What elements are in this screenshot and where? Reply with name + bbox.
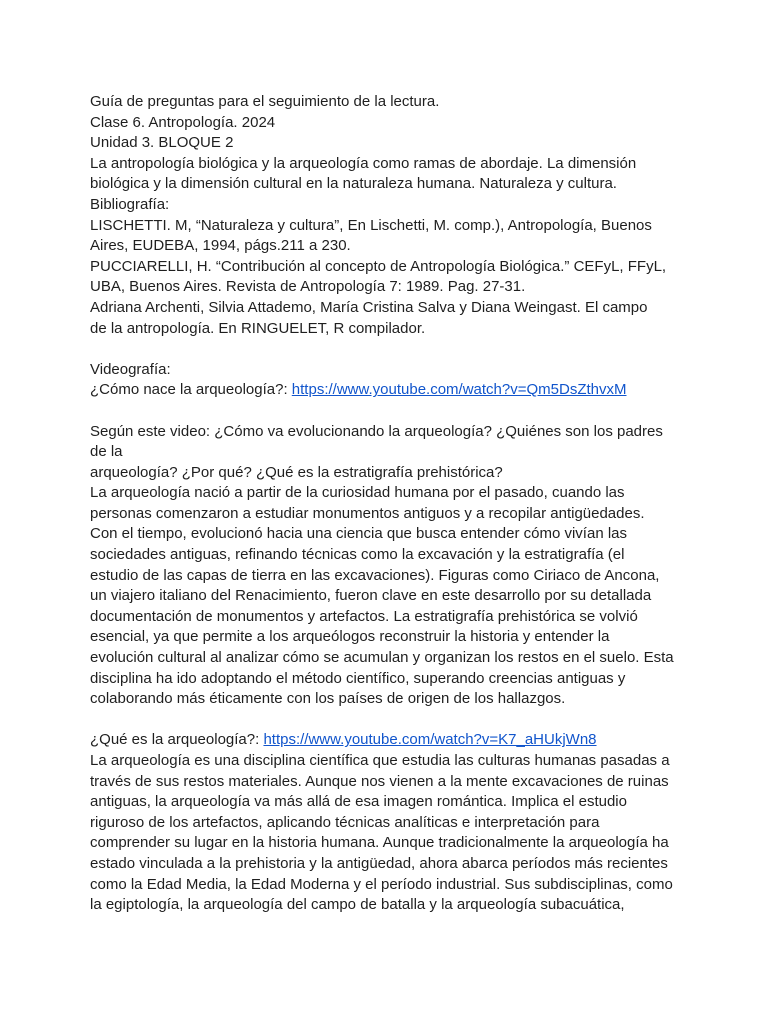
bibliography-line: PUCCIARELLI, H. “Contribución al concepto de Antropología Biológica.” CEFyL, FFyL,: [90, 257, 667, 275]
answer-line: la egiptología, la arqueología del campo de batalla y la arqueología subacuática,: [90, 896, 625, 914]
bibliography-line: LISCHETTI. M, “Naturaleza y cultura”, En Lischetti, M. comp.), Antropología, Buenos: [90, 216, 652, 234]
question-line: Según este video: ¿Cómo va evolucionando la arqueología? ¿Quiénes son los padres: [90, 422, 663, 440]
answer-line: comprender su lugar en la historia humana. Aunque tradicionalmente la arqueología ha: [90, 834, 669, 852]
answer-line: disciplina ha ido adoptando el método científico, superando creencias antiguas y: [90, 669, 626, 687]
bibliography-line: Aires, EUDEBA, 1994, págs.211 a 230.: [90, 237, 351, 255]
class-line: Clase 6. Antropología. 2024: [90, 113, 276, 131]
bibliography-line: Adriana Archenti, Silvia Attademo, María Cristina Salva y Diana Weingast. El campo: [90, 298, 648, 316]
answer-line: personas comenzaron a estudiar monumentos antiguos y a recopilar antigüedades.: [90, 504, 645, 522]
answer-line: riguroso de los artefactos, aplicando técnicas analíticas e interpretación para: [90, 813, 600, 831]
answer-line: como la Edad Media, la Edad Moderna y el período industrial. Sus subdisciplinas, como: [90, 875, 673, 893]
answer-line: un viajero italiano del Renacimiento, fueron clave en este desarrollo por su detallada: [90, 587, 652, 605]
video2-link[interactable]: https://www.youtube.com/watch?v=K7_aHUkjWn8: [263, 731, 597, 749]
answer-line: estado vinculada a la prehistoria y la antigüedad, ahora abarca períodos más recientes: [90, 854, 668, 872]
video2-label: ¿Qué es la arqueología?:: [90, 731, 264, 749]
video1-label: ¿Cómo nace la arqueología?:: [90, 381, 292, 399]
answer-line: través de sus restos materiales. Aunque nos vienen a la mente excavaciones de ruinas: [90, 772, 669, 790]
answer-line: La arqueología nació a partir de la curiosidad humana por el pasado, cuando las: [90, 484, 625, 502]
blank-line: [90, 710, 680, 731]
video1-link[interactable]: https://www.youtube.com/watch?v=Qm5DsZthvxM: [291, 381, 627, 399]
videography-heading: Videografía:: [90, 360, 171, 378]
topic-line: biológica y la dimensión cultural en la naturaleza humana. Naturaleza y cultura.: [90, 175, 617, 193]
bibliography-line: UBA, Buenos Aires. Revista de Antropología 7: 1989. Pag. 27-31.: [90, 278, 526, 296]
blank-line: [90, 401, 680, 422]
document-page: [90, 92, 680, 916]
answer-line: documentación de monumentos y artefactos. La estratigrafía prehistórica se volvió: [90, 607, 638, 625]
document-title: Guía de preguntas para el seguimiento de la lectura.: [90, 93, 440, 110]
answer-line: esencial, ya que permite a los arqueólogos reconstruir la historia y entender la: [90, 628, 610, 646]
video1-line: [90, 380, 680, 401]
answer-line: sociedades antiguas, refinando técnicas como la excavación y la estratigrafía (el: [90, 546, 625, 564]
question-line: arqueología? ¿Por qué? ¿Qué es la estratigrafía prehistórica?: [90, 463, 503, 481]
blank-line: [90, 339, 680, 360]
answer-line: antiguas, la arqueología va más allá de esa imagen romántica. Implica el estudio: [90, 793, 627, 811]
topic-line: La antropología biológica y la arqueología como ramas de abordaje. La dimensión: [90, 154, 637, 172]
answer-line: Con el tiempo, evolucionó hacia una ciencia que busca entender cómo vivían las: [90, 525, 627, 543]
bibliography-line: de la antropología. En RINGUELET, R compilador.: [90, 319, 426, 337]
video2-line: [90, 730, 680, 751]
answer-line: colaborando más éticamente con los países de origen de los hallazgos.: [90, 690, 566, 708]
answer-line: La arqueología es una disciplina científica que estudia las culturas humanas pasadas a: [90, 752, 670, 769]
unit-line: Unidad 3. BLOQUE 2: [90, 134, 234, 152]
answer-line: evolución cultural al analizar cómo se acumulan y organizan los restos en el suelo. Esta: [90, 649, 674, 667]
answer-line: estudio de las capas de tierra en las excavaciones). Figuras como Ciriaco de Ancona,: [90, 566, 660, 584]
question-line: de la: [90, 443, 123, 461]
bibliography-heading: Bibliografía:: [90, 195, 170, 213]
